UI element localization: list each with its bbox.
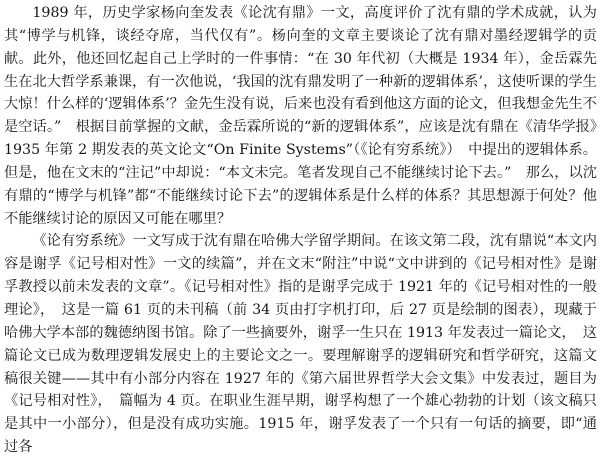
paragraph-2: 《论有穷系统》一文写成于沈有鼎在哈佛大学留学期间。在该文第二段，沈有鼎说“本文内容是谢孚《记号相对性》一文的续篇”，并在文末“附注”中说“文中讲到的《记号相对性》是谢孚教授以前未发表的文章”。《记号相对性》指的是谢孚完成于 1921 年的《记号相对性的一般理论》， 这是一篇 61 页的未刊稿（前 34 页由打字机打印，后 27 页是绘制的图表），现藏于哈佛大学本部的魏德纳图书馆。除了一些摘要外，谢孚一生只在 1913 年发表过一篇论文， 这篇论文已成为数理逻辑发展史上的主要论文之一。要理解谢孚的逻辑研究和哲学研究，这篇文稿很关键——其中有小部分内容在 1927 年的《第六届世界哲学大会文集》中发表过，题目为《记号相对性》， 篇幅为 4 页。在职业生涯早期，谢孚构想了一个雄心勃勃的计划（该文稿只是其中一小部分），但是没有成功实施。1915 年，谢孚发表了一个只有一句话的摘要，即“通过各: [4, 233, 597, 456]
paragraph-1: 1989 年，历史学家杨向奎发表《论沈有鼎》一文，高度评价了沈有鼎的学术成就，认为其“博学与机锋，谈经夺席，当代仅有”。杨向奎的文章主要谈论了沈有鼎对墨经逻辑学的贡献。此外，他还回忆起自己上学时的一件事情：“在 30 年代初（大概是 1934 年），金岳霖先生在北大哲学系兼课，有一次他说，‘我国的沈有鼎发明了一种新的逻辑体系’，这使听课的学生大惊！什么样的‘逻辑体系’？金先生没有说，后来也没有看到他这方面的论文，但我想金先生不是空话。” 根据目前掌握的文献，金岳霖所说的“新的逻辑体系”，应该是沈有鼎在《清华学报》1935 年第 2 期发表的英文论文“On Finite Systems”（《论有穷系统》） 中提出的逻辑体系。但是，他在文末的“注记”中却说：“本文未完。笔者发现自己不能继续讨论下去。” 那么，以沈有鼎的“博学与机锋”都“不能继续讨论下去”的逻辑体系是什么样的体系？其思想源于何处？他不能继续讨论的原因又可能在哪里？: [4, 5, 597, 227]
